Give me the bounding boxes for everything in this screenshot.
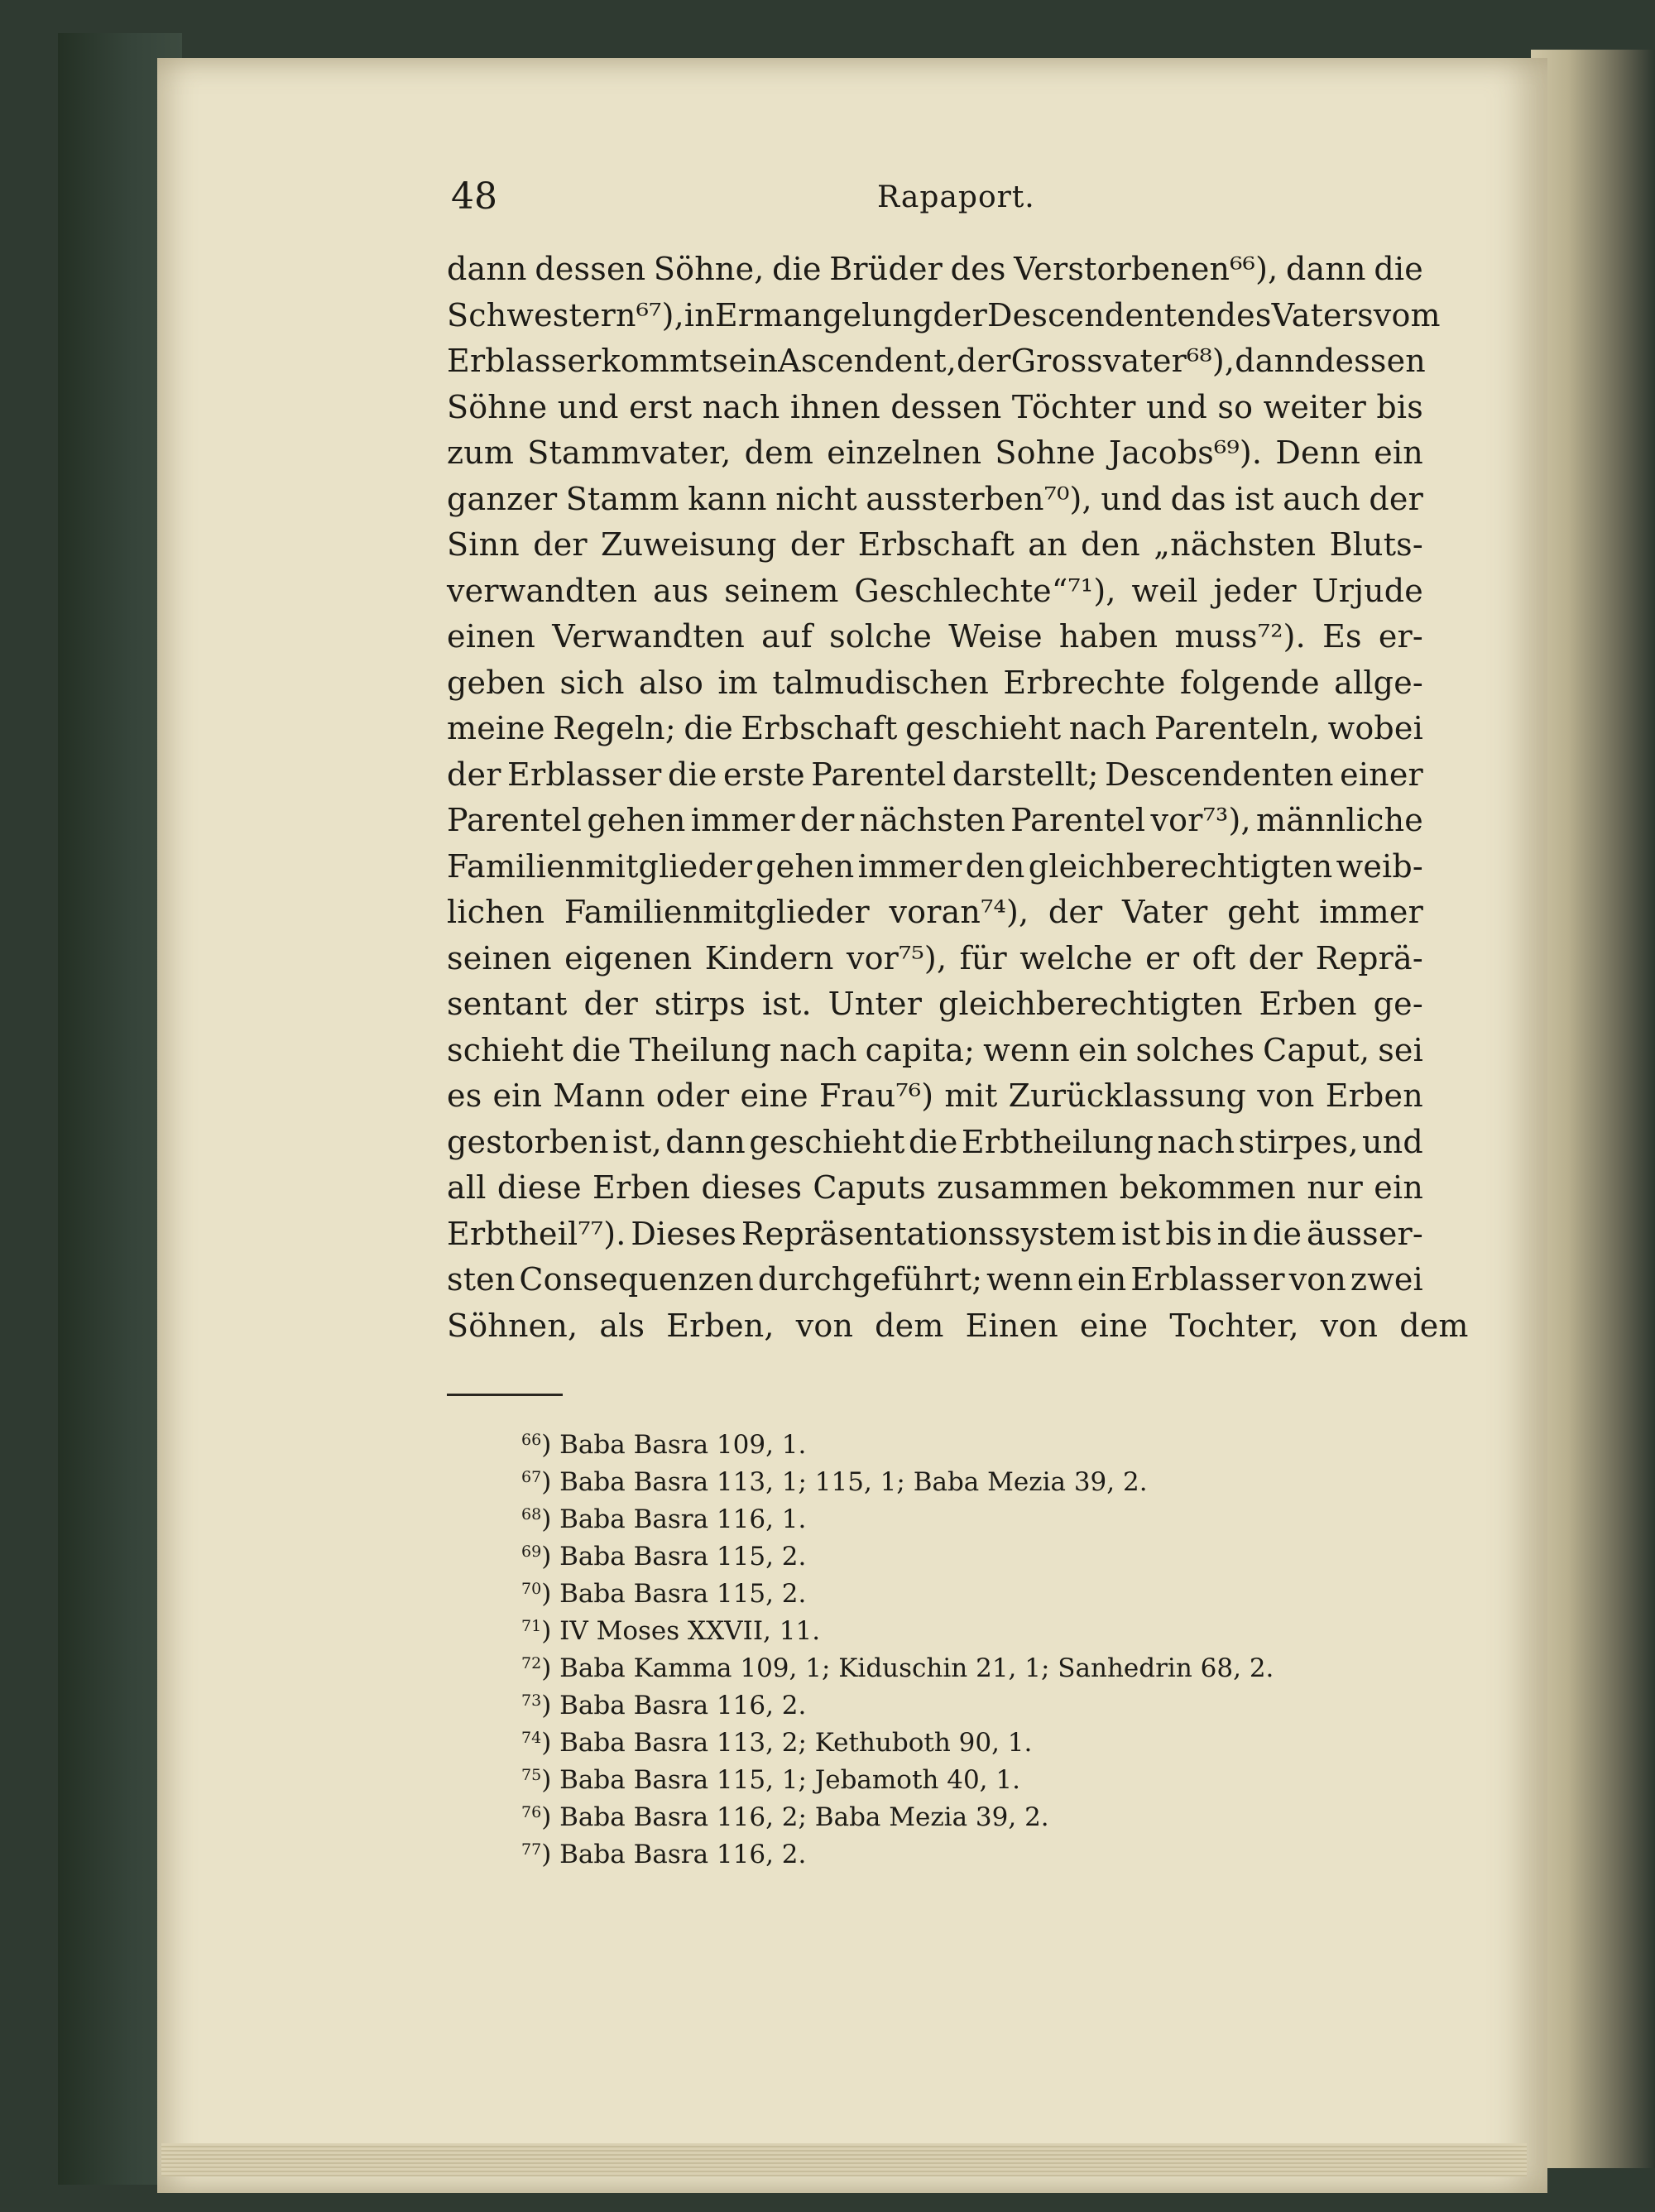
footnote — [521, 1496, 1432, 1533]
word: solches — [1135, 1031, 1255, 1068]
word: vom — [1373, 296, 1441, 333]
word: geht — [1227, 894, 1300, 930]
word: weiter — [1263, 388, 1366, 425]
word: mit — [944, 1077, 998, 1114]
word: weil — [1131, 572, 1198, 609]
word: ge- — [1373, 986, 1423, 1022]
page-number: 48 — [451, 175, 497, 218]
word: Urjude — [1312, 572, 1423, 609]
word: den — [1081, 526, 1140, 563]
word: der — [789, 526, 845, 563]
word: Erblasser — [507, 756, 662, 793]
word: folgende — [1179, 664, 1320, 701]
word: von — [1257, 1077, 1315, 1114]
word: Schwestern⁶⁷), — [447, 296, 684, 333]
word: Weise — [948, 618, 1043, 655]
text-line — [447, 1120, 1423, 1166]
word: Erben, — [666, 1307, 775, 1344]
word: Parentel — [811, 756, 947, 793]
text-line — [447, 752, 1423, 799]
word: Denn — [1275, 434, 1361, 471]
word: Verstorbenen⁶⁶), — [1014, 251, 1278, 287]
word: Caput, — [1263, 1031, 1370, 1068]
footnote-mark: 66 — [521, 1431, 542, 1449]
word: aus — [653, 572, 709, 609]
footnote-text: ) Baba Basra 113, 2; Kethuboth 90, 1. — [541, 1728, 1033, 1758]
word: ihnen — [789, 388, 880, 425]
text-line — [447, 338, 1426, 385]
word: dann — [447, 251, 527, 287]
word: weib- — [1336, 847, 1423, 885]
word: all — [447, 1169, 487, 1206]
word: ein — [1077, 1261, 1127, 1298]
word: Mann — [553, 1077, 645, 1114]
word: dem — [1399, 1307, 1469, 1344]
word: es — [447, 1077, 482, 1114]
body-text — [447, 247, 1469, 1349]
word: Stammvater, — [527, 434, 732, 471]
footnote-mark: 67 — [521, 1468, 542, 1486]
word: Descendenten — [987, 296, 1216, 333]
word: dann — [665, 1123, 746, 1160]
word: einer — [1340, 756, 1423, 793]
word: der — [957, 343, 1011, 379]
word: Geschlechte“⁷¹), — [854, 572, 1116, 609]
word: stirpes, — [1238, 1123, 1359, 1160]
text-line — [447, 1165, 1423, 1212]
word: oder — [655, 1077, 730, 1114]
word: die — [684, 710, 733, 746]
word: Familienmitglieder — [447, 847, 753, 885]
word: der — [1248, 939, 1303, 976]
word: erst — [629, 388, 693, 425]
word: und — [1146, 388, 1207, 425]
word: Parentel — [1010, 802, 1146, 838]
word: bekommen — [1119, 1169, 1297, 1206]
word: der — [447, 756, 501, 793]
footnote-mark: 73 — [521, 1691, 542, 1710]
word: auch — [1283, 480, 1360, 517]
word: sei — [1378, 1031, 1423, 1068]
text-line — [447, 1303, 1469, 1350]
footnote — [521, 1533, 1432, 1571]
word: wenn — [986, 1261, 1073, 1298]
page-edges — [161, 2143, 1527, 2176]
word: vor⁷⁵), — [846, 939, 947, 976]
word: Es — [1322, 618, 1362, 655]
word: Erbschaft — [857, 526, 1015, 563]
word: verwandten — [447, 572, 638, 609]
word: dem — [875, 1307, 944, 1344]
footnote — [521, 1459, 1432, 1496]
word: Stamm — [565, 480, 679, 517]
word: muss⁷²). — [1174, 618, 1306, 655]
word: Unter — [828, 986, 923, 1022]
footnote-text: ) Baba Basra 115, 1; Jebamoth 40, 1. — [541, 1765, 1020, 1795]
footnote-mark: 76 — [521, 1803, 542, 1821]
word: Erblasser — [1130, 1261, 1285, 1298]
word: sten — [447, 1261, 516, 1298]
word: Zuweisung — [601, 526, 777, 563]
word: Erbrechte — [1003, 664, 1166, 701]
text-line — [447, 614, 1423, 660]
word: Töchter — [1011, 388, 1136, 425]
footnote — [521, 1422, 1432, 1459]
word: dann — [1286, 251, 1366, 287]
running-title: Rapaport. — [877, 180, 1035, 214]
word: Söhnen, — [447, 1307, 578, 1344]
word: Sohne — [995, 434, 1096, 471]
word: ist, — [612, 1123, 662, 1160]
word: gehen — [756, 847, 855, 885]
word: zwei — [1350, 1261, 1423, 1298]
word: wobei — [1327, 710, 1423, 746]
word: ein — [1374, 1169, 1423, 1206]
word: des — [1216, 296, 1272, 333]
word: geben — [447, 664, 546, 701]
word: Theilung — [629, 1031, 772, 1068]
footnote — [521, 1682, 1432, 1720]
word: Erben — [1325, 1077, 1423, 1114]
word: Dieses — [631, 1215, 737, 1252]
word: Descendenten — [1105, 756, 1334, 793]
word: sentant — [447, 986, 568, 1022]
word: nach — [779, 1031, 857, 1068]
word: Bluts- — [1329, 526, 1423, 563]
footnote-text: ) IV Moses XXVII, 11. — [541, 1616, 821, 1646]
word: von — [795, 1307, 854, 1344]
text-line — [447, 844, 1423, 890]
word: haben — [1058, 618, 1158, 655]
footnote-mark: 70 — [521, 1580, 542, 1598]
footnote — [521, 1720, 1432, 1757]
word: voran⁷⁴), — [889, 894, 1029, 930]
word: er- — [1378, 618, 1423, 655]
word: Grossvater⁶⁸), — [1010, 343, 1235, 379]
word: zusammen — [937, 1169, 1109, 1206]
footnote — [521, 1645, 1432, 1682]
word: allge- — [1334, 664, 1423, 701]
text-line — [447, 660, 1423, 707]
word: ein — [1077, 1031, 1128, 1068]
footnote-mark: 77 — [521, 1840, 542, 1859]
text-line — [447, 477, 1423, 523]
word: stirps — [654, 986, 746, 1022]
word: die — [1252, 1215, 1302, 1252]
word: kommt — [601, 343, 712, 379]
word: ein — [1374, 434, 1423, 471]
footnote-rule — [447, 1394, 563, 1396]
word: Familienmitglieder — [564, 894, 870, 930]
text-line — [447, 430, 1423, 477]
footnote-mark: 74 — [521, 1729, 542, 1747]
word: geschieht — [749, 1123, 905, 1160]
word: immer — [690, 802, 795, 838]
word: Söhne, — [653, 251, 765, 287]
word: vor⁷³), — [1150, 802, 1251, 838]
footnote-text: ) Baba Basra 115, 2. — [541, 1579, 807, 1609]
word: dessen — [1314, 343, 1426, 379]
footnote — [521, 1608, 1432, 1645]
word: gehen — [587, 802, 686, 838]
word: Ermangelung — [714, 296, 933, 333]
running-head — [451, 175, 1419, 225]
word: die — [1374, 251, 1423, 287]
word: ganzer — [447, 480, 558, 517]
footnote-mark: 72 — [521, 1654, 542, 1672]
word: seinem — [724, 572, 839, 609]
word: immer — [857, 847, 962, 885]
word: Vater — [1122, 894, 1208, 930]
word: Erbschaft — [741, 710, 898, 746]
footnote — [521, 1571, 1432, 1608]
word: und — [1362, 1123, 1423, 1160]
word: der — [1369, 480, 1423, 517]
text-line — [447, 981, 1423, 1028]
text-line — [447, 1028, 1423, 1074]
word: schieht — [447, 1031, 564, 1068]
word: kann — [688, 480, 767, 517]
word: dem — [744, 434, 814, 471]
word: der — [933, 296, 988, 333]
footnote-mark: 69 — [521, 1543, 542, 1561]
word: ist — [1235, 480, 1274, 517]
word: capita; — [865, 1031, 976, 1068]
word: im — [717, 664, 758, 701]
footnote-text: ) Baba Basra 116, 2. — [541, 1840, 807, 1869]
footnote-mark: 71 — [521, 1617, 542, 1635]
word: der — [799, 802, 855, 838]
word: geschieht — [905, 710, 1062, 746]
word: Vaters — [1271, 296, 1374, 333]
word: „nächsten — [1154, 526, 1317, 563]
word: gestorben — [447, 1123, 609, 1160]
word: Parenteln, — [1154, 710, 1321, 746]
word: die — [908, 1123, 958, 1160]
word: Tochter, — [1169, 1307, 1299, 1344]
word: nach — [1157, 1123, 1235, 1160]
word: gleichberechtigten — [1028, 847, 1333, 885]
text-line — [447, 247, 1423, 293]
word: männliche — [1255, 802, 1423, 838]
word: für — [959, 939, 1007, 976]
text-line — [447, 798, 1423, 844]
word: den — [965, 847, 1025, 885]
word: talmudischen — [772, 664, 990, 701]
word: an — [1028, 526, 1067, 563]
word: diese — [496, 1169, 582, 1206]
text-line — [447, 890, 1423, 936]
word: ein — [492, 1077, 543, 1114]
word: Sinn — [447, 526, 520, 563]
text-line — [447, 1257, 1423, 1303]
word: als — [599, 1307, 645, 1344]
word: aussterben⁷⁰), — [866, 480, 1092, 517]
word: nicht — [775, 480, 857, 517]
word: Söhne — [447, 388, 548, 425]
word: die — [572, 1031, 621, 1068]
word: Jacobs⁶⁹). — [1108, 434, 1263, 471]
footnote-text: ) Baba Basra 115, 2. — [541, 1542, 807, 1571]
word: lichen — [447, 894, 545, 930]
word: welche — [1019, 939, 1133, 976]
word: sein — [712, 343, 779, 379]
word: des — [950, 251, 1006, 287]
word: immer — [1319, 894, 1423, 930]
word: oft — [1192, 939, 1236, 976]
word: einen — [447, 618, 536, 655]
text-line — [447, 385, 1423, 431]
word: Kindern — [704, 939, 834, 976]
text-line — [447, 1073, 1423, 1120]
word: die — [667, 756, 717, 793]
word: Parentel — [447, 802, 583, 838]
word: er — [1145, 939, 1180, 976]
word: Caputs — [813, 1169, 926, 1206]
word: Einen — [965, 1307, 1058, 1344]
word: ist. — [761, 986, 812, 1022]
footnote — [521, 1794, 1432, 1831]
word: und — [1101, 480, 1163, 517]
word: eigenen — [564, 939, 693, 976]
footnote — [521, 1757, 1432, 1794]
word: von — [1288, 1261, 1347, 1298]
text-line — [447, 293, 1441, 339]
book-gutter — [1531, 50, 1655, 2168]
word: der — [533, 526, 588, 563]
word: Frau⁷⁶) — [818, 1077, 934, 1114]
word: bis — [1376, 388, 1423, 425]
word: also — [639, 664, 704, 701]
word: dann — [1235, 343, 1315, 379]
word: äusser- — [1306, 1215, 1423, 1252]
footnote — [521, 1831, 1432, 1869]
word: Repräsentationssystem — [741, 1215, 1117, 1252]
word: der — [1048, 894, 1103, 930]
word: Erben — [592, 1169, 691, 1206]
word: dessen — [535, 251, 646, 287]
text-line — [447, 706, 1423, 752]
footnote-text: ) Baba Basra 116, 1. — [541, 1504, 807, 1534]
word: in — [1216, 1215, 1248, 1252]
word: Erblasser — [447, 343, 602, 379]
text-line — [447, 1212, 1423, 1258]
text-line — [447, 522, 1423, 569]
word: Zurücklassung — [1008, 1077, 1247, 1114]
word: dessen — [890, 388, 1002, 425]
word: gleichberechtigten — [938, 986, 1243, 1022]
word: sich — [559, 664, 625, 701]
word: wenn — [983, 1031, 1070, 1068]
word: von — [1320, 1307, 1379, 1344]
footnote-text: ) Baba Basra 109, 1. — [541, 1430, 807, 1460]
word: Erbtheilung — [961, 1123, 1154, 1160]
word: jeder — [1213, 572, 1297, 609]
word: und — [557, 388, 619, 425]
word: erste — [722, 756, 805, 793]
word: das — [1170, 480, 1226, 517]
word: zum — [447, 434, 515, 471]
word: Erben — [1259, 986, 1357, 1022]
word: Consequenzen — [519, 1261, 754, 1298]
footnote-text: ) Baba Basra 113, 1; 115, 1; Baba Mezia 39, 2. — [541, 1467, 1148, 1497]
word: so — [1217, 388, 1254, 425]
word: solche — [829, 618, 933, 655]
word: in — [684, 296, 715, 333]
text-line — [447, 936, 1423, 982]
word: dieses — [701, 1169, 803, 1206]
word: Brüder — [829, 251, 943, 287]
word: eine — [740, 1077, 808, 1114]
footnote-text: ) Baba Kamma 109, 1; Kiduschin 21, 1; Sanhedrin 68, 2. — [541, 1653, 1274, 1683]
word: darstellt; — [952, 756, 1099, 793]
word: seinen — [447, 939, 552, 976]
word: meine — [447, 710, 545, 746]
word: Regeln; — [553, 710, 676, 746]
word: durchgeführt; — [757, 1261, 983, 1298]
text-line — [447, 569, 1423, 615]
word: Verwandten — [552, 618, 746, 655]
word: nach — [702, 388, 780, 425]
word: Ascendent, — [778, 343, 957, 379]
word: der — [583, 986, 639, 1022]
word: Erbtheil⁷⁷). — [447, 1215, 626, 1252]
word: die — [772, 251, 822, 287]
word: bis — [1165, 1215, 1212, 1252]
word: einzelnen — [827, 434, 982, 471]
footnotes — [521, 1422, 1432, 1869]
footnote-text: ) Baba Basra 116, 2; Baba Mezia 39, 2. — [541, 1802, 1049, 1832]
footnote-mark: 75 — [521, 1766, 542, 1784]
footnote-mark: 68 — [521, 1505, 542, 1523]
word: eine — [1079, 1307, 1149, 1344]
word: nur — [1307, 1169, 1364, 1206]
word: Reprä- — [1315, 939, 1423, 976]
word: nach — [1068, 710, 1147, 746]
word: ist — [1121, 1215, 1161, 1252]
word: nächsten — [859, 802, 1005, 838]
footnote-text: ) Baba Basra 116, 2. — [541, 1691, 807, 1720]
word: auf — [761, 618, 813, 655]
